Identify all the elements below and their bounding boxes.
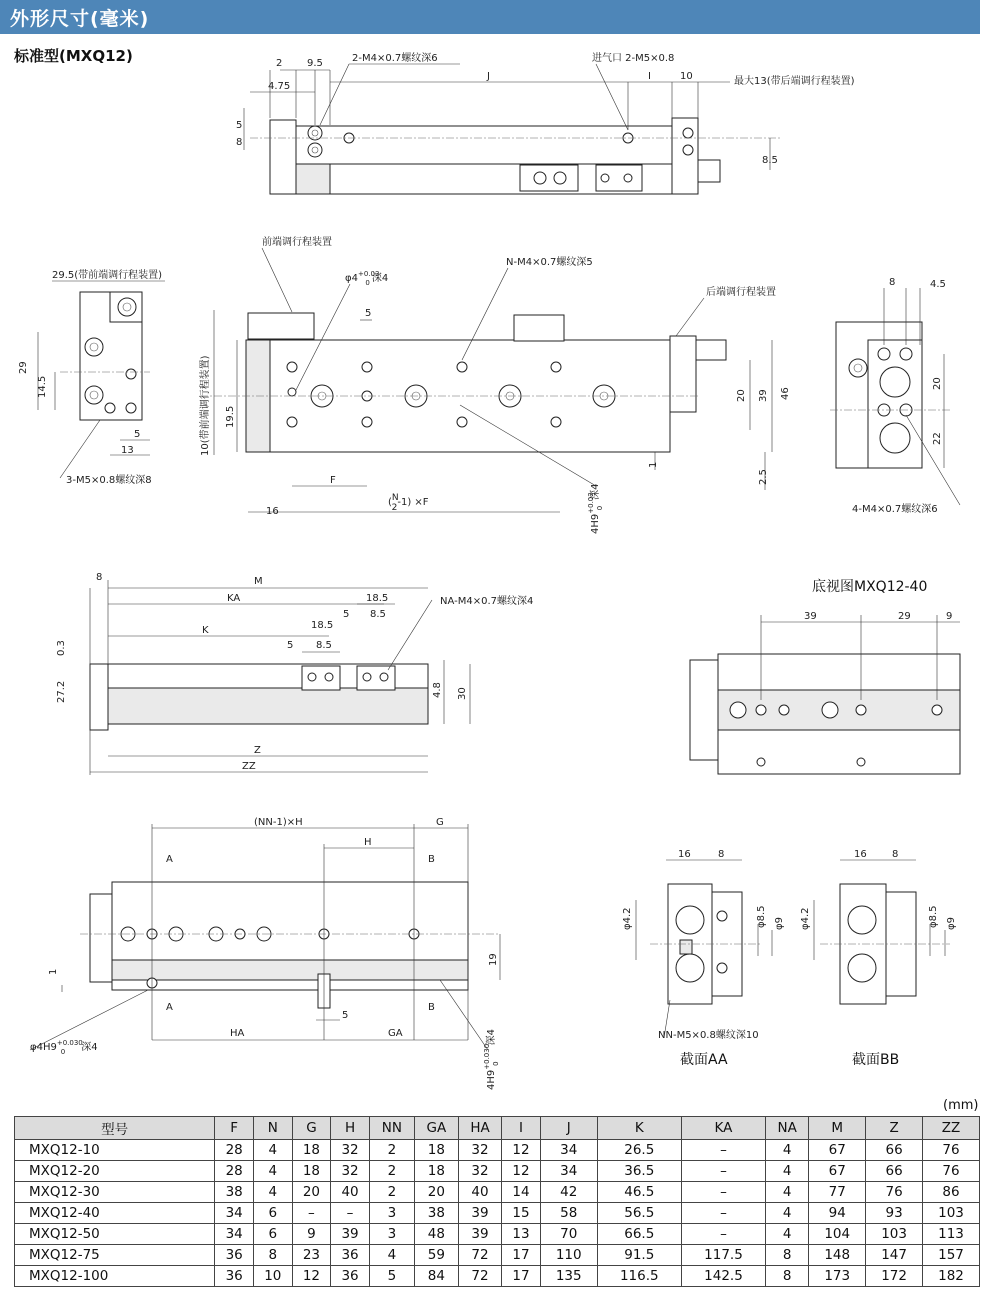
- col-G: G: [292, 1117, 331, 1140]
- dim-GA: GA: [388, 1028, 403, 1039]
- dim-phi9-aa: φ9: [774, 917, 785, 930]
- h9-hole-c-note: $4H9^{+0.030}0$深4: [483, 1029, 500, 1090]
- table-cell: 72: [458, 1266, 501, 1287]
- table-cell: 59: [414, 1245, 458, 1266]
- dim-5-main: 5: [365, 308, 372, 319]
- table-cell: 34: [540, 1161, 597, 1182]
- dim-13: 13: [121, 445, 134, 456]
- table-cell: 34: [215, 1224, 254, 1245]
- table-cell: 9: [292, 1224, 331, 1245]
- col-M: M: [809, 1117, 866, 1140]
- header-title: 外形尺寸(毫米): [10, 8, 150, 30]
- dim-10: 10: [680, 71, 693, 82]
- rear-adjuster-note: 后端调行程装置: [706, 287, 776, 298]
- table-cell: 12: [292, 1266, 331, 1287]
- table-cell: 4: [766, 1203, 809, 1224]
- dim-5-a: 5: [343, 609, 350, 620]
- dim-I: I: [648, 71, 651, 82]
- table-cell: 103: [923, 1203, 980, 1224]
- dim-F: F: [330, 475, 336, 486]
- table-cell: 4: [766, 1140, 809, 1161]
- spec-table: [14, 1116, 980, 1287]
- section-aa-label: 截面AA: [680, 1052, 728, 1068]
- dim-8: 8: [236, 137, 243, 148]
- bottom-view-title: 底视图MXQ12-40: [812, 579, 928, 595]
- table-cell: 28: [215, 1140, 254, 1161]
- table-cell: 3: [369, 1203, 414, 1224]
- table-cell: 12: [502, 1140, 541, 1161]
- table-cell: 148: [809, 1245, 866, 1266]
- dim-29: 29: [18, 361, 29, 374]
- table-cell: 34: [540, 1140, 597, 1161]
- na-m4-tapped-note: NA-M4×0.7螺纹深4: [440, 596, 534, 607]
- section-title: 标准型(MXQ12): [14, 47, 133, 65]
- dim-9-bottom: 9: [946, 611, 953, 622]
- table-cell: 157: [923, 1245, 980, 1266]
- dim-G: G: [436, 817, 444, 828]
- dim-4.75: 4.75: [268, 81, 291, 92]
- table-cell: 15: [502, 1203, 541, 1224]
- table-cell: 70: [540, 1224, 597, 1245]
- table-cell: 32: [331, 1161, 370, 1182]
- dim-19: 19: [488, 953, 499, 966]
- dim-H: H: [364, 837, 372, 848]
- table-cell: 147: [866, 1245, 923, 1266]
- main-side-view: [198, 235, 791, 534]
- table-cell: 18: [414, 1140, 458, 1161]
- table-cell: 72: [458, 1245, 501, 1266]
- table-cell: 36: [331, 1245, 370, 1266]
- table-cell: 86: [923, 1182, 980, 1203]
- unit-label: (mm): [943, 1098, 979, 1113]
- model-cell: MXQ12-40: [15, 1203, 215, 1224]
- table-cell: 66.5: [597, 1224, 681, 1245]
- table-cell: 172: [866, 1266, 923, 1287]
- table-cell: 135: [540, 1266, 597, 1287]
- section-aa: [622, 849, 785, 1068]
- table-cell: 77: [809, 1182, 866, 1203]
- table-cell: 66: [866, 1140, 923, 1161]
- table-cell: 26.5: [597, 1140, 681, 1161]
- dim-J: J: [487, 71, 490, 82]
- table-cell: 56.5: [597, 1203, 681, 1224]
- n-m4-tapped-note: N-M4×0.7螺纹深5: [506, 257, 593, 268]
- model-cell: MXQ12-10: [15, 1140, 215, 1161]
- table-cell: –: [681, 1161, 765, 1182]
- table-cell: 3: [369, 1224, 414, 1245]
- table-cell: 142.5: [681, 1266, 765, 1287]
- table-cell: 18: [292, 1140, 331, 1161]
- table-cell: 20: [292, 1182, 331, 1203]
- table-row: [15, 1224, 980, 1245]
- front-adjuster-29-5: 29.5(带前端调行程装置): [52, 270, 163, 281]
- col-KA: KA: [681, 1117, 765, 1140]
- table-cell: 58: [540, 1203, 597, 1224]
- section-mark-A-bottom: A: [166, 1002, 173, 1013]
- dim-1: 1: [648, 461, 659, 468]
- table-cell: 8: [766, 1266, 809, 1287]
- table-cell: 113: [923, 1224, 980, 1245]
- table-cell: 182: [923, 1266, 980, 1287]
- dim-20: 20: [736, 389, 747, 402]
- model-cell: MXQ12-75: [15, 1245, 215, 1266]
- col-HA: HA: [458, 1117, 501, 1140]
- dim-30: 30: [457, 687, 468, 700]
- dim-16-aa: 16: [678, 849, 691, 860]
- table-cell: 66: [866, 1161, 923, 1182]
- table-cell: 94: [809, 1203, 866, 1224]
- h9-hole-b-note: $\varphi 4H9^{+0.030}$ 0 深4: [30, 1039, 98, 1056]
- col-N: N: [253, 1117, 292, 1140]
- dim-39: 39: [758, 389, 769, 402]
- dim-5: 5: [236, 120, 243, 131]
- table-cell: 2: [369, 1161, 414, 1182]
- model-cell: MXQ12-20: [15, 1161, 215, 1182]
- top-view: [236, 51, 855, 194]
- table-row: [15, 1161, 980, 1182]
- front-adjuster-note: 前端调行程装置: [262, 237, 332, 248]
- inlet-port-note: 进气口 2-M5×0.8: [592, 53, 675, 64]
- dim-8.5-a: 8.5: [370, 609, 386, 620]
- dim-27.2: 27.2: [56, 680, 67, 703]
- right-end-view: [830, 277, 960, 515]
- table-cell: 6: [253, 1224, 292, 1245]
- dim-phi8.5-bb: φ8.5: [928, 905, 939, 928]
- n-formula: (N 2-1) ×F: [388, 493, 429, 513]
- col-J: J: [540, 1117, 597, 1140]
- dim-4.8: 4.8: [432, 682, 443, 698]
- dim-M: M: [254, 576, 263, 587]
- dim-phi9-bb: φ9: [946, 917, 957, 930]
- table-cell: –: [331, 1203, 370, 1224]
- m5-tapped-note: 3-M5×0.8螺纹深8: [66, 475, 152, 486]
- dim-16: 16: [266, 506, 279, 517]
- dim-2: 2: [276, 58, 283, 69]
- left-end-view: [18, 268, 165, 486]
- table-cell: 13: [502, 1224, 541, 1245]
- col-F: F: [215, 1117, 254, 1140]
- table-header-row: [15, 1117, 980, 1140]
- table-row: [15, 1182, 980, 1203]
- table-cell: 103: [866, 1224, 923, 1245]
- dim-5-left: 5: [134, 429, 141, 440]
- table-cell: 12: [502, 1161, 541, 1182]
- table-cell: 39: [458, 1224, 501, 1245]
- table-cell: –: [681, 1203, 765, 1224]
- table-cell: 6: [253, 1203, 292, 1224]
- model-cell: MXQ12-30: [15, 1182, 215, 1203]
- table-cell: 32: [458, 1140, 501, 1161]
- dim-8-bb: 8: [892, 849, 899, 860]
- section-bb-label: 截面BB: [852, 1052, 900, 1068]
- hole-4-note: $\varphi 4^{+0.03}$ 0 深4: [345, 270, 389, 287]
- dim-HA: HA: [230, 1028, 245, 1039]
- table-cell: 40: [458, 1182, 501, 1203]
- table-row: [15, 1140, 980, 1161]
- section-mark-B-top: B: [428, 854, 435, 865]
- table-cell: 14: [502, 1182, 541, 1203]
- table-cell: 34: [215, 1203, 254, 1224]
- table-cell: 20: [414, 1182, 458, 1203]
- table-cell: –: [292, 1203, 331, 1224]
- dim-K: K: [202, 625, 209, 636]
- table-body: [15, 1140, 980, 1287]
- table-cell: 39: [458, 1203, 501, 1224]
- table-cell: 32: [458, 1161, 501, 1182]
- max-13-note: 最大13(带后端调行程装置): [734, 76, 855, 87]
- table-cell: 8: [253, 1245, 292, 1266]
- m4-tapped-note: 2-M4×0.7螺纹深6: [352, 53, 438, 64]
- table-cell: 42: [540, 1182, 597, 1203]
- dim-5-lower: 5: [342, 1010, 349, 1021]
- dim-0.3: 0.3: [56, 640, 67, 656]
- dim-39-bottom: 39: [804, 611, 817, 622]
- dim-8.5-b: 8.5: [316, 640, 332, 651]
- dim-5-b: 5: [287, 640, 294, 651]
- dim-ZZ: ZZ: [242, 761, 256, 772]
- table-cell: 28: [215, 1161, 254, 1182]
- col-ZZ: ZZ: [923, 1117, 980, 1140]
- table-cell: 4: [253, 1182, 292, 1203]
- table-cell: –: [681, 1182, 765, 1203]
- table-row: [15, 1266, 980, 1287]
- col-K: K: [597, 1117, 681, 1140]
- dim-phi8.5-aa: φ8.5: [756, 905, 767, 928]
- dim-29-bottom: 29: [898, 611, 911, 622]
- table-cell: 23: [292, 1245, 331, 1266]
- dim-2.5: 2.5: [758, 469, 769, 485]
- table-row: [15, 1245, 980, 1266]
- table-cell: 18: [414, 1161, 458, 1182]
- table-row: [15, 1203, 980, 1224]
- table-cell: 116.5: [597, 1266, 681, 1287]
- dim-9.5: 9.5: [307, 58, 323, 69]
- table-cell: 10: [253, 1266, 292, 1287]
- table-cell: 39: [331, 1224, 370, 1245]
- table-cell: 76: [923, 1161, 980, 1182]
- col-NN: NN: [369, 1117, 414, 1140]
- table-cell: 173: [809, 1266, 866, 1287]
- section-bb: [800, 849, 957, 1068]
- col-NA: NA: [766, 1117, 809, 1140]
- table-cell: 4: [253, 1140, 292, 1161]
- m4-tapped-6-note: 4-M4×0.7螺纹深6: [852, 504, 938, 515]
- dim-phi4.2-bb: φ4.2: [800, 907, 811, 930]
- table-cell: 91.5: [597, 1245, 681, 1266]
- dim-Z: Z: [254, 745, 261, 756]
- table-cell: 2: [369, 1140, 414, 1161]
- table-cell: 76: [866, 1182, 923, 1203]
- dim-18.5-b: 18.5: [311, 620, 334, 631]
- dim-16-bb: 16: [854, 849, 867, 860]
- table-cell: 110: [540, 1245, 597, 1266]
- ten-front-adjuster: 10(带前端调行程装置): [200, 355, 211, 456]
- nn-m5-tapped-note: NN-M5×0.8螺纹深10: [658, 1030, 759, 1041]
- dim-nn-h: (NN-1)×H: [254, 817, 303, 828]
- table-cell: 117.5: [681, 1245, 765, 1266]
- table-cell: 4: [766, 1224, 809, 1245]
- table-cell: 40: [331, 1182, 370, 1203]
- dim-8-aa: 8: [718, 849, 725, 860]
- col-GA: GA: [414, 1117, 458, 1140]
- table-cell: –: [681, 1140, 765, 1161]
- section-mark-B-bottom: B: [428, 1002, 435, 1013]
- model-cell: MXQ12-100: [15, 1266, 215, 1287]
- dim-14.5: 14.5: [37, 375, 48, 398]
- dim-KA: KA: [227, 593, 241, 604]
- table-cell: –: [681, 1224, 765, 1245]
- dim-1-lower: 1: [48, 968, 59, 975]
- dim-18.5-a: 18.5: [366, 593, 389, 604]
- table-cell: 4: [253, 1161, 292, 1182]
- table-cell: 67: [809, 1140, 866, 1161]
- h9-hole-note: $4H9^{+0.03}0$深4: [587, 483, 604, 534]
- table-cell: 36: [215, 1266, 254, 1287]
- table-cell: 5: [369, 1266, 414, 1287]
- table-cell: 36: [331, 1266, 370, 1287]
- dim-4.5: 4.5: [930, 279, 946, 290]
- table-cell: 67: [809, 1161, 866, 1182]
- table-cell: 4: [766, 1182, 809, 1203]
- table-cell: 104: [809, 1224, 866, 1245]
- dim-8-detail: 8: [96, 572, 103, 583]
- table-cell: 36: [215, 1245, 254, 1266]
- table-cell: 76: [923, 1140, 980, 1161]
- table-cell: 8: [766, 1245, 809, 1266]
- table-cell: 36.5: [597, 1161, 681, 1182]
- dim-19.5: 19.5: [225, 405, 236, 428]
- table-cell: 48: [414, 1224, 458, 1245]
- dim-8.5: 8.5: [762, 155, 778, 166]
- dim-8-right: 8: [889, 277, 896, 288]
- table-cell: 4: [766, 1161, 809, 1182]
- dim-20-right: 20: [932, 377, 943, 390]
- dim-22: 22: [932, 432, 943, 445]
- table-cell: 17: [502, 1245, 541, 1266]
- table-cell: 17: [502, 1266, 541, 1287]
- table-cell: 32: [331, 1140, 370, 1161]
- table-cell: 38: [215, 1182, 254, 1203]
- col-H: H: [331, 1117, 370, 1140]
- table-cell: 93: [866, 1203, 923, 1224]
- col-model: 型号: [15, 1117, 215, 1140]
- table-cell: 18: [292, 1161, 331, 1182]
- section-mark-A-top: A: [166, 854, 173, 865]
- dim-46: 46: [780, 387, 791, 400]
- bottom-view: [690, 578, 960, 774]
- table-cell: 2: [369, 1182, 414, 1203]
- table-cell: 38: [414, 1203, 458, 1224]
- table-cell: 4: [369, 1245, 414, 1266]
- model-cell: MXQ12-50: [15, 1224, 215, 1245]
- col-I: I: [502, 1117, 541, 1140]
- col-Z: Z: [866, 1117, 923, 1140]
- table-cell: 46.5: [597, 1182, 681, 1203]
- dim-phi4.2-aa: φ4.2: [622, 907, 633, 930]
- lower-view: [30, 817, 500, 1090]
- detail-view: [56, 572, 533, 775]
- table-cell: 84: [414, 1266, 458, 1287]
